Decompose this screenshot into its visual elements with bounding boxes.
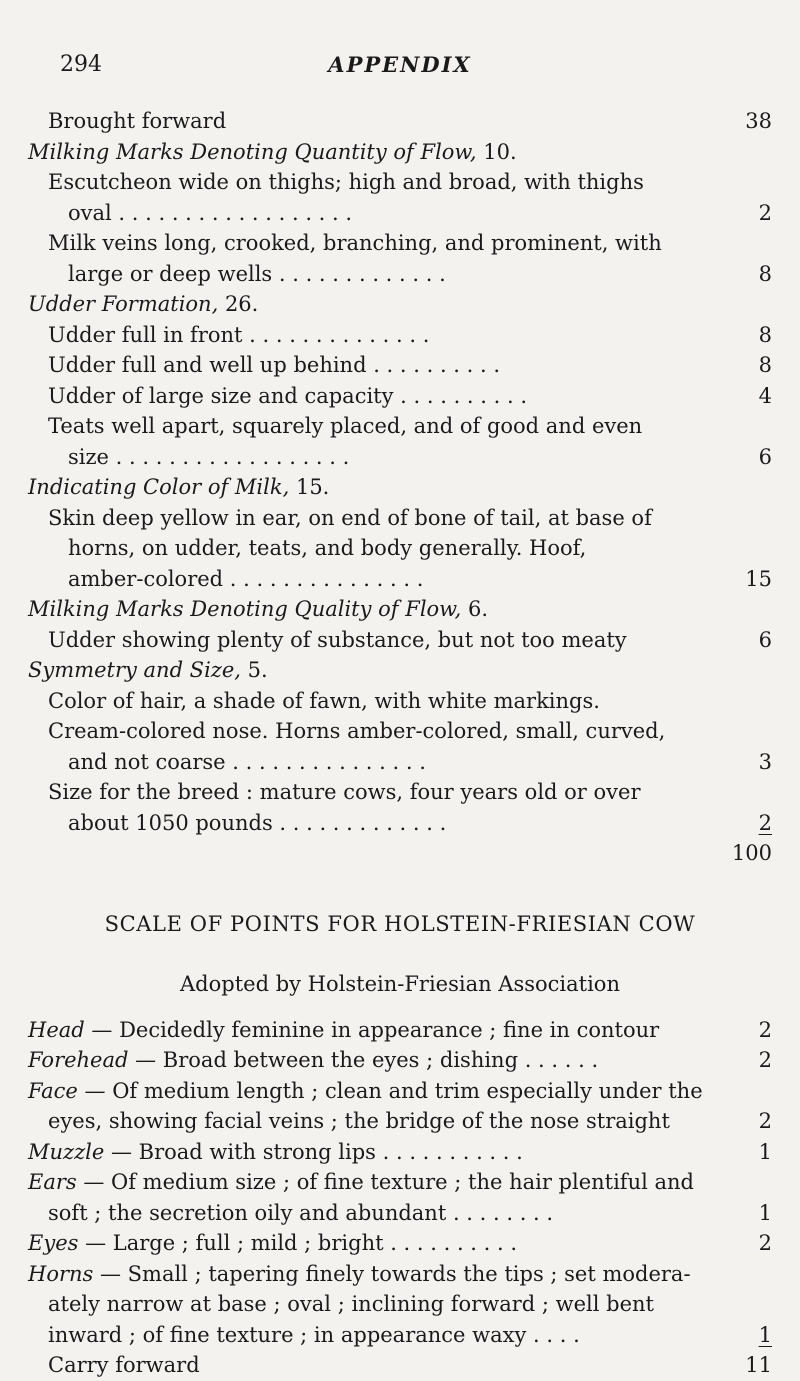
score-line-text	[28, 1076, 703, 1107]
point-value: 100	[731, 841, 772, 865]
score-line-text	[28, 1015, 659, 1046]
line-text: Udder full and well up behind . . . . . . . . . .	[48, 353, 501, 377]
page-number: 294	[60, 52, 102, 77]
line-text: 6.	[461, 597, 489, 621]
line-text: Teats well apart, squarely placed, and of good and even	[48, 414, 643, 438]
score-line	[28, 106, 772, 137]
section2-lines	[28, 1015, 772, 1381]
line-text: horns, on udder, teats, and body generally. Hoof,	[68, 536, 587, 560]
category-label: Muzzle	[28, 1139, 105, 1164]
score-line	[28, 1320, 772, 1351]
point-value: 4	[758, 383, 772, 408]
line-text: amber-colored . . . . . . . . . . . . . . .	[68, 566, 424, 591]
point-value: 6	[758, 444, 772, 469]
score-line-text	[48, 411, 642, 442]
line-text: ately narrow at base ; oval ; inclining forward ; well bent	[48, 1292, 654, 1316]
point-value: 1	[758, 1200, 772, 1225]
score-line-text	[48, 686, 600, 717]
point-value: 1	[758, 1139, 772, 1164]
line-text: — Large ; full ; mild ; bright . . . . . . . . . .	[78, 1231, 518, 1255]
score-line	[28, 289, 772, 320]
score-line-text	[28, 1228, 517, 1259]
score-line-text	[48, 1289, 654, 1320]
score-line-text	[28, 594, 488, 625]
line-text: 10.	[476, 139, 517, 164]
score-line	[28, 1228, 772, 1259]
score-line-text	[28, 137, 517, 168]
point-value: 11	[745, 1353, 772, 1377]
score-line-text	[48, 1198, 553, 1229]
score-line-text	[28, 1045, 598, 1076]
score-line	[28, 1259, 772, 1290]
score-line	[28, 1198, 772, 1229]
score-line-text	[48, 503, 652, 534]
category-label: Head	[28, 1017, 85, 1042]
score-line-text	[48, 716, 665, 747]
category-label: Udder Formation,	[28, 292, 219, 316]
line-text: Skin deep yellow in ear, on end of bone of tail, at base of	[48, 505, 652, 530]
score-line	[28, 1137, 772, 1168]
score-line	[28, 716, 772, 747]
score-line	[28, 228, 772, 259]
category-label: Horns	[28, 1261, 94, 1286]
point-value: 15	[745, 566, 772, 591]
line-text: soft ; the secretion oily and abundant . . . . . . . .	[48, 1200, 554, 1225]
score-line	[28, 838, 772, 869]
point-value: 2	[758, 1231, 772, 1255]
score-line	[28, 808, 772, 839]
score-line-text	[48, 625, 627, 656]
line-text: oval . . . . . . . . . . . . . . . . . .	[68, 200, 353, 225]
line-text: size . . . . . . . . . . . . . . . . . .	[68, 444, 350, 469]
line-text: Escutcheon wide on thighs; high and broad, with thighs	[48, 170, 644, 194]
category-label: Milking Marks Denoting Quality of Flow,	[28, 597, 462, 621]
score-line-text	[48, 1320, 580, 1351]
score-line-text	[28, 1167, 694, 1198]
score-line	[28, 1106, 772, 1137]
point-value: 2	[758, 1048, 772, 1072]
score-line	[28, 1015, 772, 1046]
category-label: Indicating Color of Milk,	[28, 475, 290, 499]
point-value: 2	[758, 200, 772, 225]
line-text: Udder full in front . . . . . . . . . . . . . .	[48, 322, 430, 347]
score-line	[28, 411, 772, 442]
score-line-text	[68, 198, 352, 229]
score-line	[28, 137, 772, 168]
score-line-text	[48, 106, 226, 137]
score-line-text	[68, 808, 446, 839]
line-text: 26.	[218, 292, 259, 316]
point-value: 1	[758, 1322, 772, 1347]
score-line	[28, 777, 772, 808]
score-line-text	[68, 442, 349, 473]
point-value: 8	[758, 353, 772, 377]
line-text: about 1050 pounds . . . . . . . . . . . . .	[68, 810, 447, 835]
line-text: — Small ; tapering finely towards the tips ; set modera-	[93, 1261, 691, 1286]
line-text: Cream-colored nose. Horns amber-colored, small, curved,	[48, 719, 666, 743]
line-text: eyes, showing facial veins ; the bridge of the nose straight	[48, 1109, 670, 1133]
score-line	[28, 1350, 772, 1381]
score-line-text	[48, 1106, 670, 1137]
line-text: Size for the breed : mature cows, four years old or over	[48, 780, 641, 804]
score-line-text	[48, 1350, 200, 1381]
line-text: Milk veins long, crooked, branching, and prominent, with	[48, 231, 662, 255]
score-line-text	[68, 259, 446, 290]
line-text: — Broad between the eyes ; dishing . . . . . .	[128, 1048, 599, 1072]
score-line	[28, 472, 772, 503]
point-value: 2	[758, 1017, 772, 1042]
score-line	[28, 442, 772, 473]
point-value: 6	[758, 627, 772, 652]
line-text: Carry forward	[48, 1353, 200, 1377]
score-line-text	[28, 472, 329, 503]
score-line	[28, 1076, 772, 1107]
category-label: Forehead	[28, 1048, 129, 1072]
line-text: Udder of large size and capacity . . . . . . . . . .	[48, 383, 527, 408]
line-text: Udder showing plenty of substance, but not too meaty	[48, 627, 627, 652]
line-text: — Of medium size ; of fine texture ; the hair plentiful and	[76, 1170, 694, 1194]
score-line	[28, 655, 772, 686]
score-line	[28, 1045, 772, 1076]
score-line-text	[48, 350, 500, 381]
point-value: 8	[758, 261, 772, 286]
category-label: Ears	[28, 1170, 77, 1194]
point-value: 2	[758, 1109, 772, 1133]
line-text: 5.	[240, 658, 268, 682]
line-text: and not coarse . . . . . . . . . . . . . . .	[68, 749, 426, 774]
score-line	[28, 533, 772, 564]
score-line-text	[28, 1259, 691, 1290]
line-text: — Broad with strong lips . . . . . . . . . . .	[104, 1139, 523, 1164]
score-line-text	[48, 228, 662, 259]
score-line-text	[28, 655, 268, 686]
category-label: Symmetry and Size,	[28, 658, 241, 682]
line-text: Color of hair, a shade of fawn, with white markings.	[48, 688, 600, 713]
score-line	[28, 350, 772, 381]
score-line-text	[68, 564, 423, 595]
score-line-text	[68, 533, 586, 564]
score-line	[28, 686, 772, 717]
line-text: 15.	[289, 475, 330, 499]
score-line-text	[48, 381, 527, 412]
score-line	[28, 1167, 772, 1198]
section1-lines	[28, 106, 772, 869]
running-title: APPENDIX	[328, 52, 472, 77]
score-line-text	[28, 1137, 523, 1168]
score-line	[28, 198, 772, 229]
line-text: inward ; of fine texture ; in appearance waxy . . . .	[48, 1322, 580, 1347]
section-subheading: Adopted by Holstein-Friesian Association	[180, 971, 620, 996]
category-label: Eyes	[28, 1231, 79, 1255]
score-line-text	[48, 320, 429, 351]
score-table-jersey	[28, 106, 772, 1381]
score-line-text	[68, 747, 426, 778]
line-text: Brought forward	[48, 109, 227, 133]
score-line	[28, 1289, 772, 1320]
score-line-text	[48, 777, 640, 808]
point-value: 2	[758, 810, 772, 835]
page-header	[60, 52, 740, 82]
section-heading: SCALE OF POINTS FOR HOLSTEIN-FRIESIAN COW	[104, 911, 696, 936]
point-value: 8	[758, 322, 772, 347]
score-line	[28, 259, 772, 290]
score-line	[28, 381, 772, 412]
score-line	[28, 564, 772, 595]
score-line-text	[48, 167, 644, 198]
score-line	[28, 747, 772, 778]
line-text: large or deep wells . . . . . . . . . . . . .	[68, 261, 446, 286]
score-line	[28, 625, 772, 656]
score-line	[28, 167, 772, 198]
category-label: Milking Marks Denoting Quantity of Flow,	[28, 139, 477, 164]
point-value: 3	[758, 749, 772, 774]
line-text: — Decidedly feminine in appearance ; fine in contour	[84, 1017, 660, 1042]
score-line	[28, 503, 772, 534]
score-line	[28, 594, 772, 625]
score-line	[28, 320, 772, 351]
category-label: Face	[28, 1078, 78, 1103]
point-value: 38	[745, 109, 772, 133]
line-text: — Of medium length ; clean and trim especially under the	[77, 1078, 703, 1103]
score-line-text	[28, 289, 258, 320]
